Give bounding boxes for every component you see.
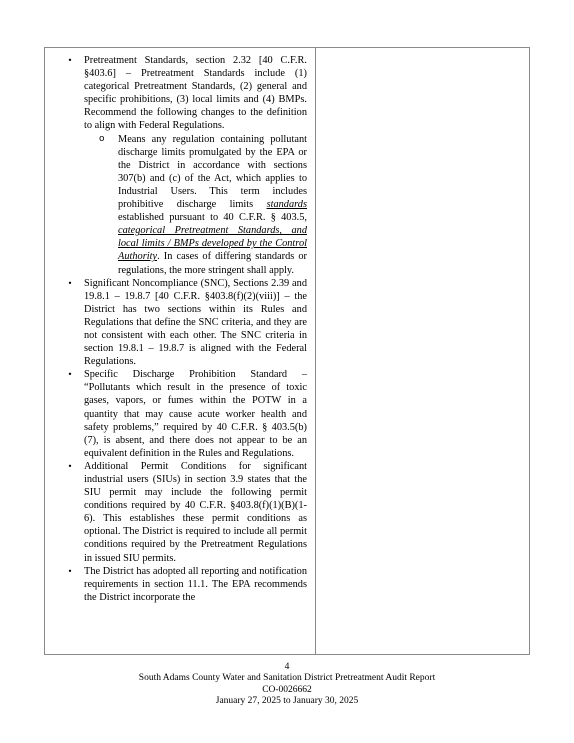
- list-item: [63, 277, 307, 369]
- sub-list: [84, 133, 307, 277]
- inserted-text-categorical: categorical Pretreatment Standards, and local limits / BMPs developed by the Control Authority: [118, 225, 307, 263]
- definition-part-3: . In cases of differing standards or regulations, the more stringent shall apply.: [118, 251, 307, 276]
- bullet-icon: •: [67, 566, 73, 576]
- list-item: [63, 460, 307, 565]
- report-id: CO-0026662: [262, 684, 312, 695]
- bullet-icon: •: [67, 370, 73, 380]
- definition-part-2: established pursuant to 40 C.F.R. § 403.5,: [118, 212, 307, 224]
- recommended-definition: [118, 133, 307, 277]
- snc-text: Significant Noncompliance (SNC), Sections 2.39 and 19.8.1 – 19.8.7 [40 C.F.R. §403.8(f)(2)(viii)] – the District has two sections within its Rules and Regulations that define the SNC criteria, and they are not consistent with each other. The SNC criteria in section 19.8.1 – 19.8.7 is aligned with the Federal Regulations.: [84, 277, 307, 368]
- definition-part-1: Means any regulation containing pollutant discharge limits promulgated by the EPA or the District in accordance with sections 307(b) and (c) of the Act, which applies to Industrial Users. This term includes prohibitive discharge limits: [118, 133, 307, 211]
- column-divider: [315, 48, 316, 654]
- list-item: [63, 54, 307, 277]
- permit-conditions-text: Additional Permit Conditions for significant industrial users (SIUs) in section 3.9 states that the SIU permit may include the following permit conditions required by 40 C.F.R. §403.8(f)(1)(B)(1-6). This establishes these permit conditions as optional. The District is required to include all permit conditions required by the Pretreatment Regulations in issued SIU permits.: [84, 460, 307, 564]
- page-number: 4: [284, 662, 290, 672]
- bullet-icon: •: [67, 56, 73, 65]
- sub-list-item: [84, 133, 307, 277]
- bullet-icon: •: [67, 461, 73, 471]
- pretreatment-standards-text: Pretreatment Standards, section 2.32 [40 C.F.R. §403.6] – Pretreatment Standards include (1) categorical Pretreatment Standards, (2) general and specific prohibitions, (3) local limits and (4) BMPs. Recommend the following changes to the definition to align with Federal Regulations.: [84, 55, 307, 132]
- left-column-cell: [63, 54, 307, 604]
- date-range: January 27, 2025 to January 30, 2025: [215, 696, 359, 707]
- findings-list: [63, 54, 307, 604]
- bullet-icon: •: [67, 278, 73, 288]
- list-item: [63, 368, 307, 460]
- specific-discharge-text: Specific Discharge Prohibition Standard – “Pollutants which result in the presence of toxic gases, vapors, or fumes within the POTW in a quantity that may cause acute worker health and safety problems,” required by 40 C.F.R. § 403.5(b)(7), is absent, and there does not appear to be an equivalent definition in the Rules and Regulations.: [84, 369, 307, 459]
- list-item: [63, 565, 307, 604]
- report-title: South Adams County Water and Sanitation District Pretreatment Audit Report: [138, 673, 436, 684]
- page-footer: [0, 662, 574, 708]
- inserted-text-standards: standards: [266, 199, 307, 211]
- circle-bullet-icon: o: [99, 133, 105, 144]
- reporting-requirements-text: The District has adopted all reporting and notification requirements in section 11.1. The EPA recommends the District incorporate the: [84, 565, 307, 603]
- content-table: [44, 47, 530, 655]
